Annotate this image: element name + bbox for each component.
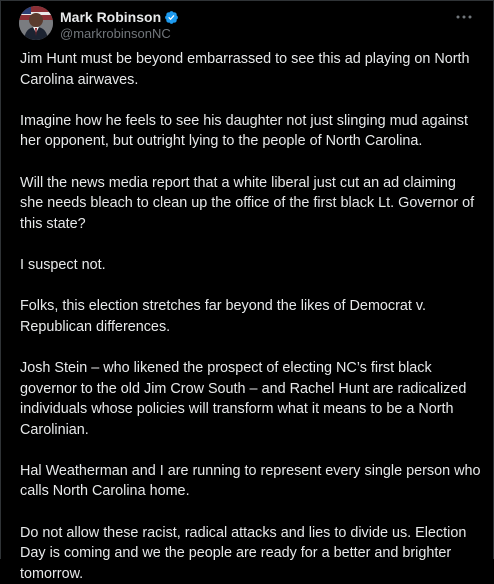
profile-avatar-icon	[19, 6, 53, 40]
post-text	[20, 49, 482, 584]
author-handle[interactable]: @markrobinsonNC	[60, 26, 171, 41]
post-paragraph: Will the news media report that a white liberal just cut an ad claiming she needs bleach to clean up the office of the first black Lt. Governor of this state?	[20, 174, 475, 232]
display-name[interactable]: Mark Robinson	[60, 9, 162, 25]
post-paragraph: Jim Hunt must be beyond embarrassed to see this ad playing on North Carolina airwaves.	[20, 51, 470, 88]
avatar[interactable]	[19, 6, 53, 40]
post-paragraph: Josh Stein – who likened the prospect of electing NC’s first black governor to the old Jim Crow South – and Rachel Hunt are radicalized individuals whose policies will transform what it means to be a North Carolinian.	[20, 359, 467, 438]
post-paragraph: I suspect not.	[20, 256, 106, 273]
post-header	[19, 6, 481, 46]
verified-badge-icon	[164, 10, 179, 25]
post-paragraph: Do not allow these racist, radical attacks and lies to divide us. Election Day is coming and we the people are ready for a better and brighter tomorrow.	[20, 524, 467, 582]
more-options-button[interactable]	[453, 8, 475, 26]
more-horizontal-icon	[456, 15, 472, 19]
post-paragraph: Hal Weatherman and I are running to represent every single person who calls North Carolina home.	[20, 462, 481, 500]
name-row	[60, 8, 179, 26]
post-paragraph: Folks, this election stretches far beyond the likes of Democrat v. Republican differences.	[20, 298, 427, 335]
post-paragraph: Imagine how he feels to see his daughter not just slinging mud against her opponent, but outright lying to the people of North Carolina.	[20, 112, 468, 150]
